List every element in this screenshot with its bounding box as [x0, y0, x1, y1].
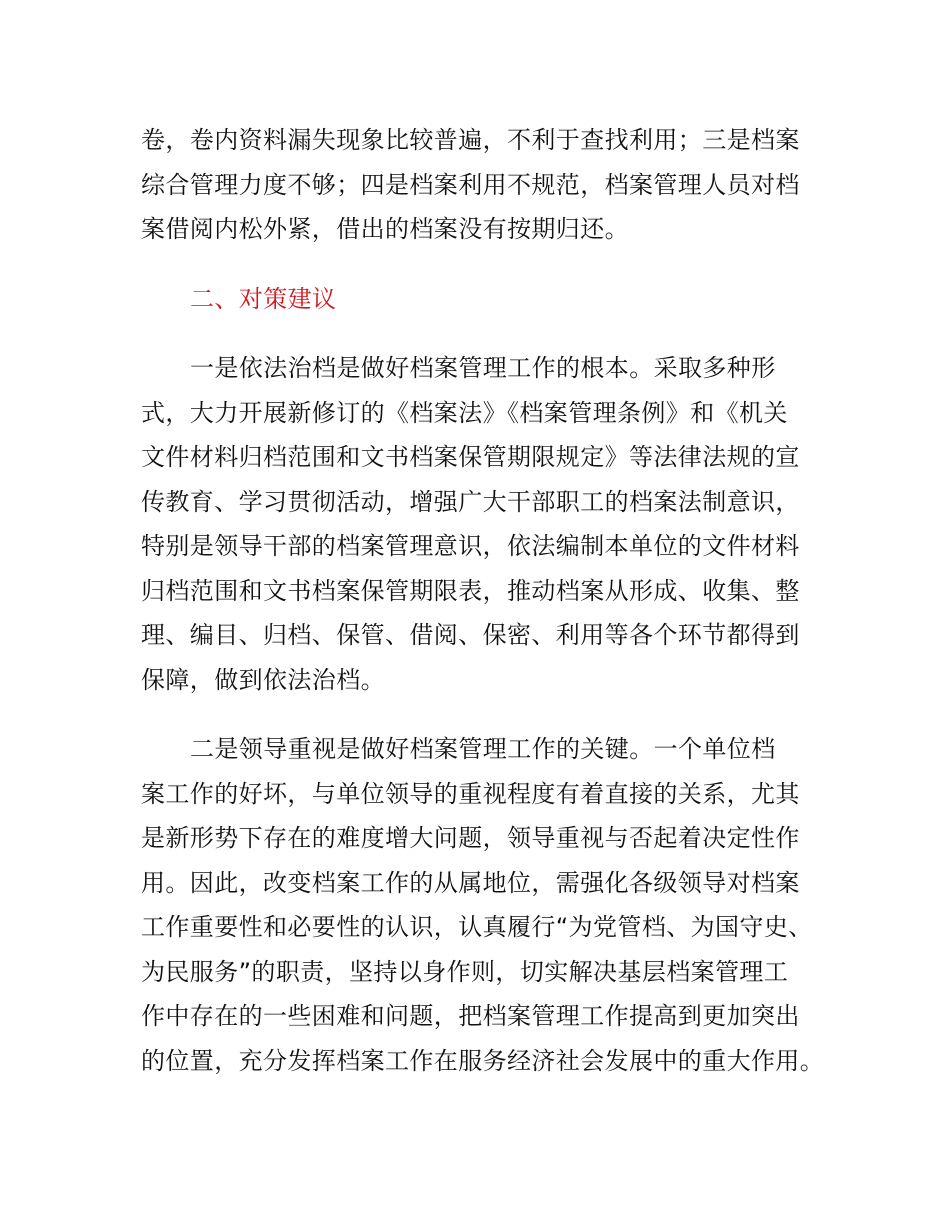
section-heading	[141, 277, 831, 322]
text-line: 工作重要性和必要性的认识，认真履行“为党管档、为国守史、	[141, 913, 813, 941]
text-line: 的位置，充分发挥档案工作在服务经济社会发展中的重大作用。	[141, 1046, 825, 1075]
text-line: 保障，做到依法治档。	[141, 665, 385, 694]
text-line: 为民服务”的职责，坚持以身作则，切实解决基层档案管理工	[141, 957, 789, 986]
text-line: 案工作的好坏，与单位领导的重视程度有着直接的关系，尤其	[141, 779, 800, 808]
paragraph-spacer	[141, 252, 831, 277]
text-line: 二是领导重视是做好档案管理工作的关键。一个单位档	[190, 735, 776, 763]
text-line: 卷，卷内资料漏失现象比较普遍，不利于查找利用；三是档案	[141, 126, 800, 154]
paragraph-continuation	[141, 118, 831, 252]
paragraph-rule-of-law	[141, 346, 831, 702]
text-line: 一是依法治档是做好档案管理工作的根本。采取多种形	[190, 354, 776, 382]
text-line: 文件材料归档范围和文书档案保管期限规定》等法律法规的宣	[141, 443, 800, 471]
paragraph-leadership	[141, 727, 831, 1083]
text-line: 传教育、学习贯彻活动，增强广大干部职工的档案法制意识，	[141, 487, 800, 516]
text-line: 式，大力开展新修订的《档案法》《档案管理条例》和《机关	[141, 398, 788, 427]
text-line: 作中存在的一些困难和问题，把档案管理工作提高到更加突出	[141, 1002, 800, 1030]
section-heading-text: 二、对策建议	[190, 284, 337, 313]
text-line: 特别是领导干部的档案管理意识，依法编制本单位的文件材料	[141, 532, 800, 560]
paragraph-spacer	[141, 702, 831, 727]
text-line: 用。因此，改变档案工作的从属地位，需强化各级领导对档案	[141, 868, 800, 897]
text-line: 是新形势下存在的难度增大问题，领导重视与否起着决定性作	[141, 824, 800, 852]
text-line: 综合管理力度不够；四是档案利用不规范，档案管理人员对档	[141, 170, 800, 199]
text-line: 案借阅内松外紧，借出的档案没有按期归还。	[141, 215, 629, 243]
text-line: 理、编目、归档、保管、借阅、保密、利用等各个环节都得到	[141, 621, 800, 649]
text-line: 归档范围和文书档案保管期限表，推动档案从形成、收集、整	[141, 576, 800, 605]
paragraph-spacer	[141, 321, 831, 346]
document-body	[141, 118, 831, 1083]
